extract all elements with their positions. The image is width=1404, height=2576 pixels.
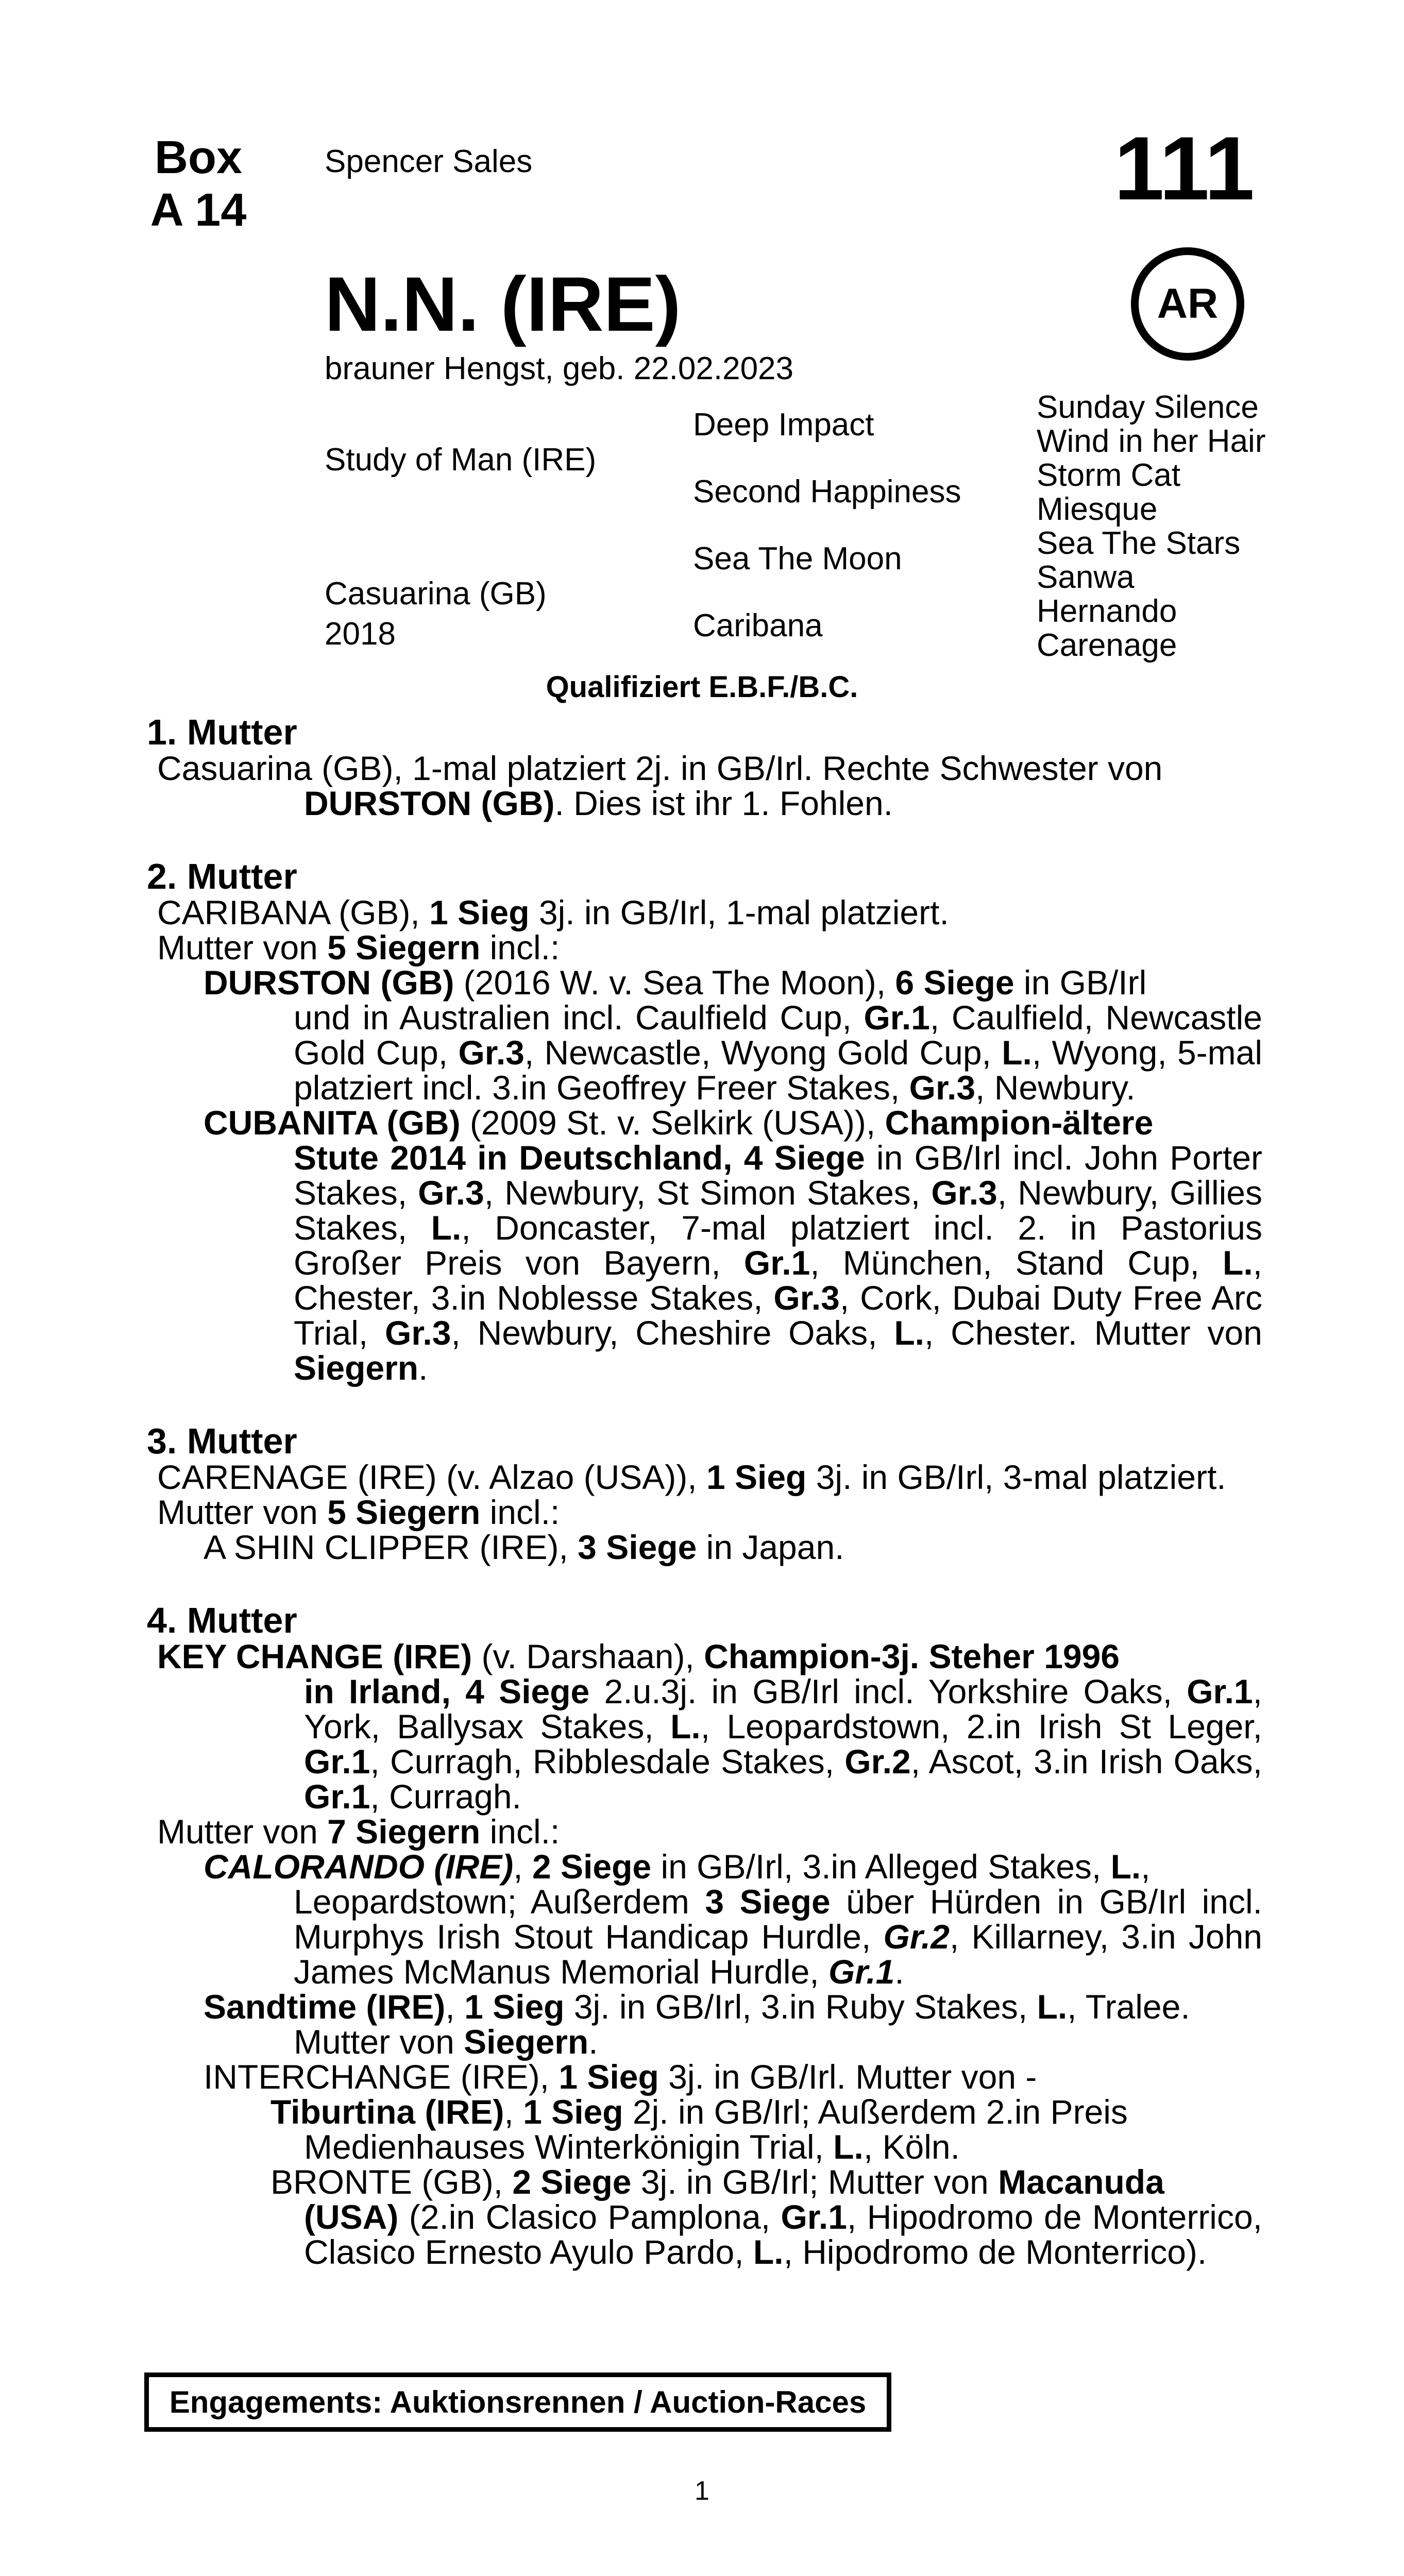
engagements-box xyxy=(144,2372,891,2432)
section-1-mutter: 1. Mutter Casuarina (GB), 1-mal platziert 2j. in GB/Irl. Rechte Schwester von DURSTON (GB). Dies ist ihr 1. Fohlen. xyxy=(147,712,1163,822)
ggp-6: Sanwa xyxy=(1037,560,1135,595)
ggp-7: Hernando xyxy=(1037,594,1177,629)
ggp-5: Sea The Stars xyxy=(1037,526,1241,561)
pedigree-sire-sire: Deep Impact xyxy=(693,407,874,443)
page-number: 1 xyxy=(695,2476,709,2506)
dam-line-text xyxy=(147,714,1262,2269)
engagements-text: Engagements: Auktionsrennen / Auction-Races xyxy=(169,2385,867,2419)
pedigree-dam-year: 2018 xyxy=(325,616,396,652)
ggp-2: Wind in her Hair xyxy=(1037,423,1266,459)
seller-name: Spencer Sales xyxy=(325,144,533,179)
qualification: Qualifiziert E.B.F./B.C. xyxy=(546,670,858,704)
ggp-8: Carenage xyxy=(1037,628,1177,663)
horse-description: brauner Hengst, geb. 22.02.2023 xyxy=(325,351,794,386)
ar-badge xyxy=(1131,247,1244,361)
section-2-mutter: 2. Mutter CARIBANA (GB), 1 Sieg 3j. in GB/Irl, 1-mal platziert. Mutter von 5 Siegern incl.: DURSTON (GB) (2016 W. v. Sea The Moon), 6 Siege in GB/Irl und in Australien incl. Caulfield Cup, Gr.1, Caulfield, Newcastle Gold Cup, Gr.3, Newcastle, Wyong Gold Cup, L., Wyong, 5-mal platziert incl. 3.in Geoffrey Freer Stakes, Gr.3, Newbury. CUBANITA (GB) (2009 St. v. Selkirk (USA)), Champion-ältere Stute 2014 in Deutschland, 4 Siege in GB/Irl incl. John Porter Stakes, Gr.3, Newbury, St Simon Stakes, Gr.3, Newbury, Gillies Stakes, L., Doncaster, 7-mal platziert incl. 2. in Pastorius Großer Preis von Bayern, Gr.1, München, Stand Cup, L., Chester, 3.in Noblesse Stakes, Gr.3, Cork, Dubai Duty Free Arc Trial, Gr.3, Newbury, Cheshire Oaks, L., Chester. Mutter von Siegern. xyxy=(147,856,1263,1387)
box-number: A 14 xyxy=(150,184,247,236)
box-label xyxy=(134,131,263,236)
pedigree-ggp xyxy=(1037,391,1265,663)
section-4-mutter: 4. Mutter KEY CHANGE (IRE) (v. Darshaan), Champion-3j. Steher 1996 in Irland, 4 Siege 2.u.3j. in GB/Irl incl. Yorkshire Oaks, Gr.1, York, Ballysax Stakes, L., Leopardstown, 2.in Irish St Leger, Gr.1, Curragh, Ribblesdale Stakes, Gr.2, Ascot, 3.in Irish Oaks, Gr.1, Curragh. Mutter von 7 Siegern incl.: CALORANDO (IRE), 2 Siege in GB/Irl, 3.in Alleged Stakes, L., Leopardstown; Außerdem 3 Siege über Hürden in GB/Irl incl. Murphys Irish Stout Handicap Hurdle, Gr.2, Killarney, 3.in John James McManus Memorial Hurdle, Gr.1. Sandtime (IRE), 1 Sieg 3j. in GB/Irl, 3.in Ruby Stakes, L., Tralee. Mutter von Siegern. INTERCHANGE (IRE), 1 Sieg 3j. in GB/Irl. Mutter von - Tiburtina (IRE), 1 Sieg 2j. in GB/Irl; Außerdem 2.in Preis Medienhauses Winterkönigin Trial, L., Köln. BRONTE (GB), 2 Siege 3j. in GB/Irl; Mutter von Macanuda (USA) (2.in Clasico Pamplona, Gr.1, Hipodromo de Monterrico, Clasico Ernesto Ayulo Pardo, L., Hipodromo de Monterrico). xyxy=(147,1600,1263,2271)
ggp-3: Storm Cat xyxy=(1037,457,1181,493)
pedigree-dam-sire: Sea The Moon xyxy=(693,541,902,577)
horse-name: N.N. (IRE) xyxy=(325,261,681,347)
section-3-mutter: 3. Mutter CARENAGE (IRE) (v. Alzao (USA)), 1 Sieg 3j. in GB/Irl, 3-mal platziert. Mutter von 5 Siegern incl.: A SHIN CLIPPER (IRE), 3 Siege in Japan. xyxy=(147,1421,1226,1566)
ar-badge-text: AR xyxy=(1157,280,1219,327)
pedigree-sire: Study of Man (IRE) xyxy=(325,442,597,478)
pedigree-dam: Casuarina (GB) xyxy=(325,576,547,612)
lot-number: 111 xyxy=(1114,118,1255,219)
pedigree-sire-dam: Second Happiness xyxy=(693,474,961,510)
box-title: Box xyxy=(154,132,243,183)
pedigree-dam-dam: Caribana xyxy=(693,608,823,643)
ggp-4: Miesque xyxy=(1037,492,1158,527)
ggp-1: Sunday Silence xyxy=(1037,389,1259,425)
